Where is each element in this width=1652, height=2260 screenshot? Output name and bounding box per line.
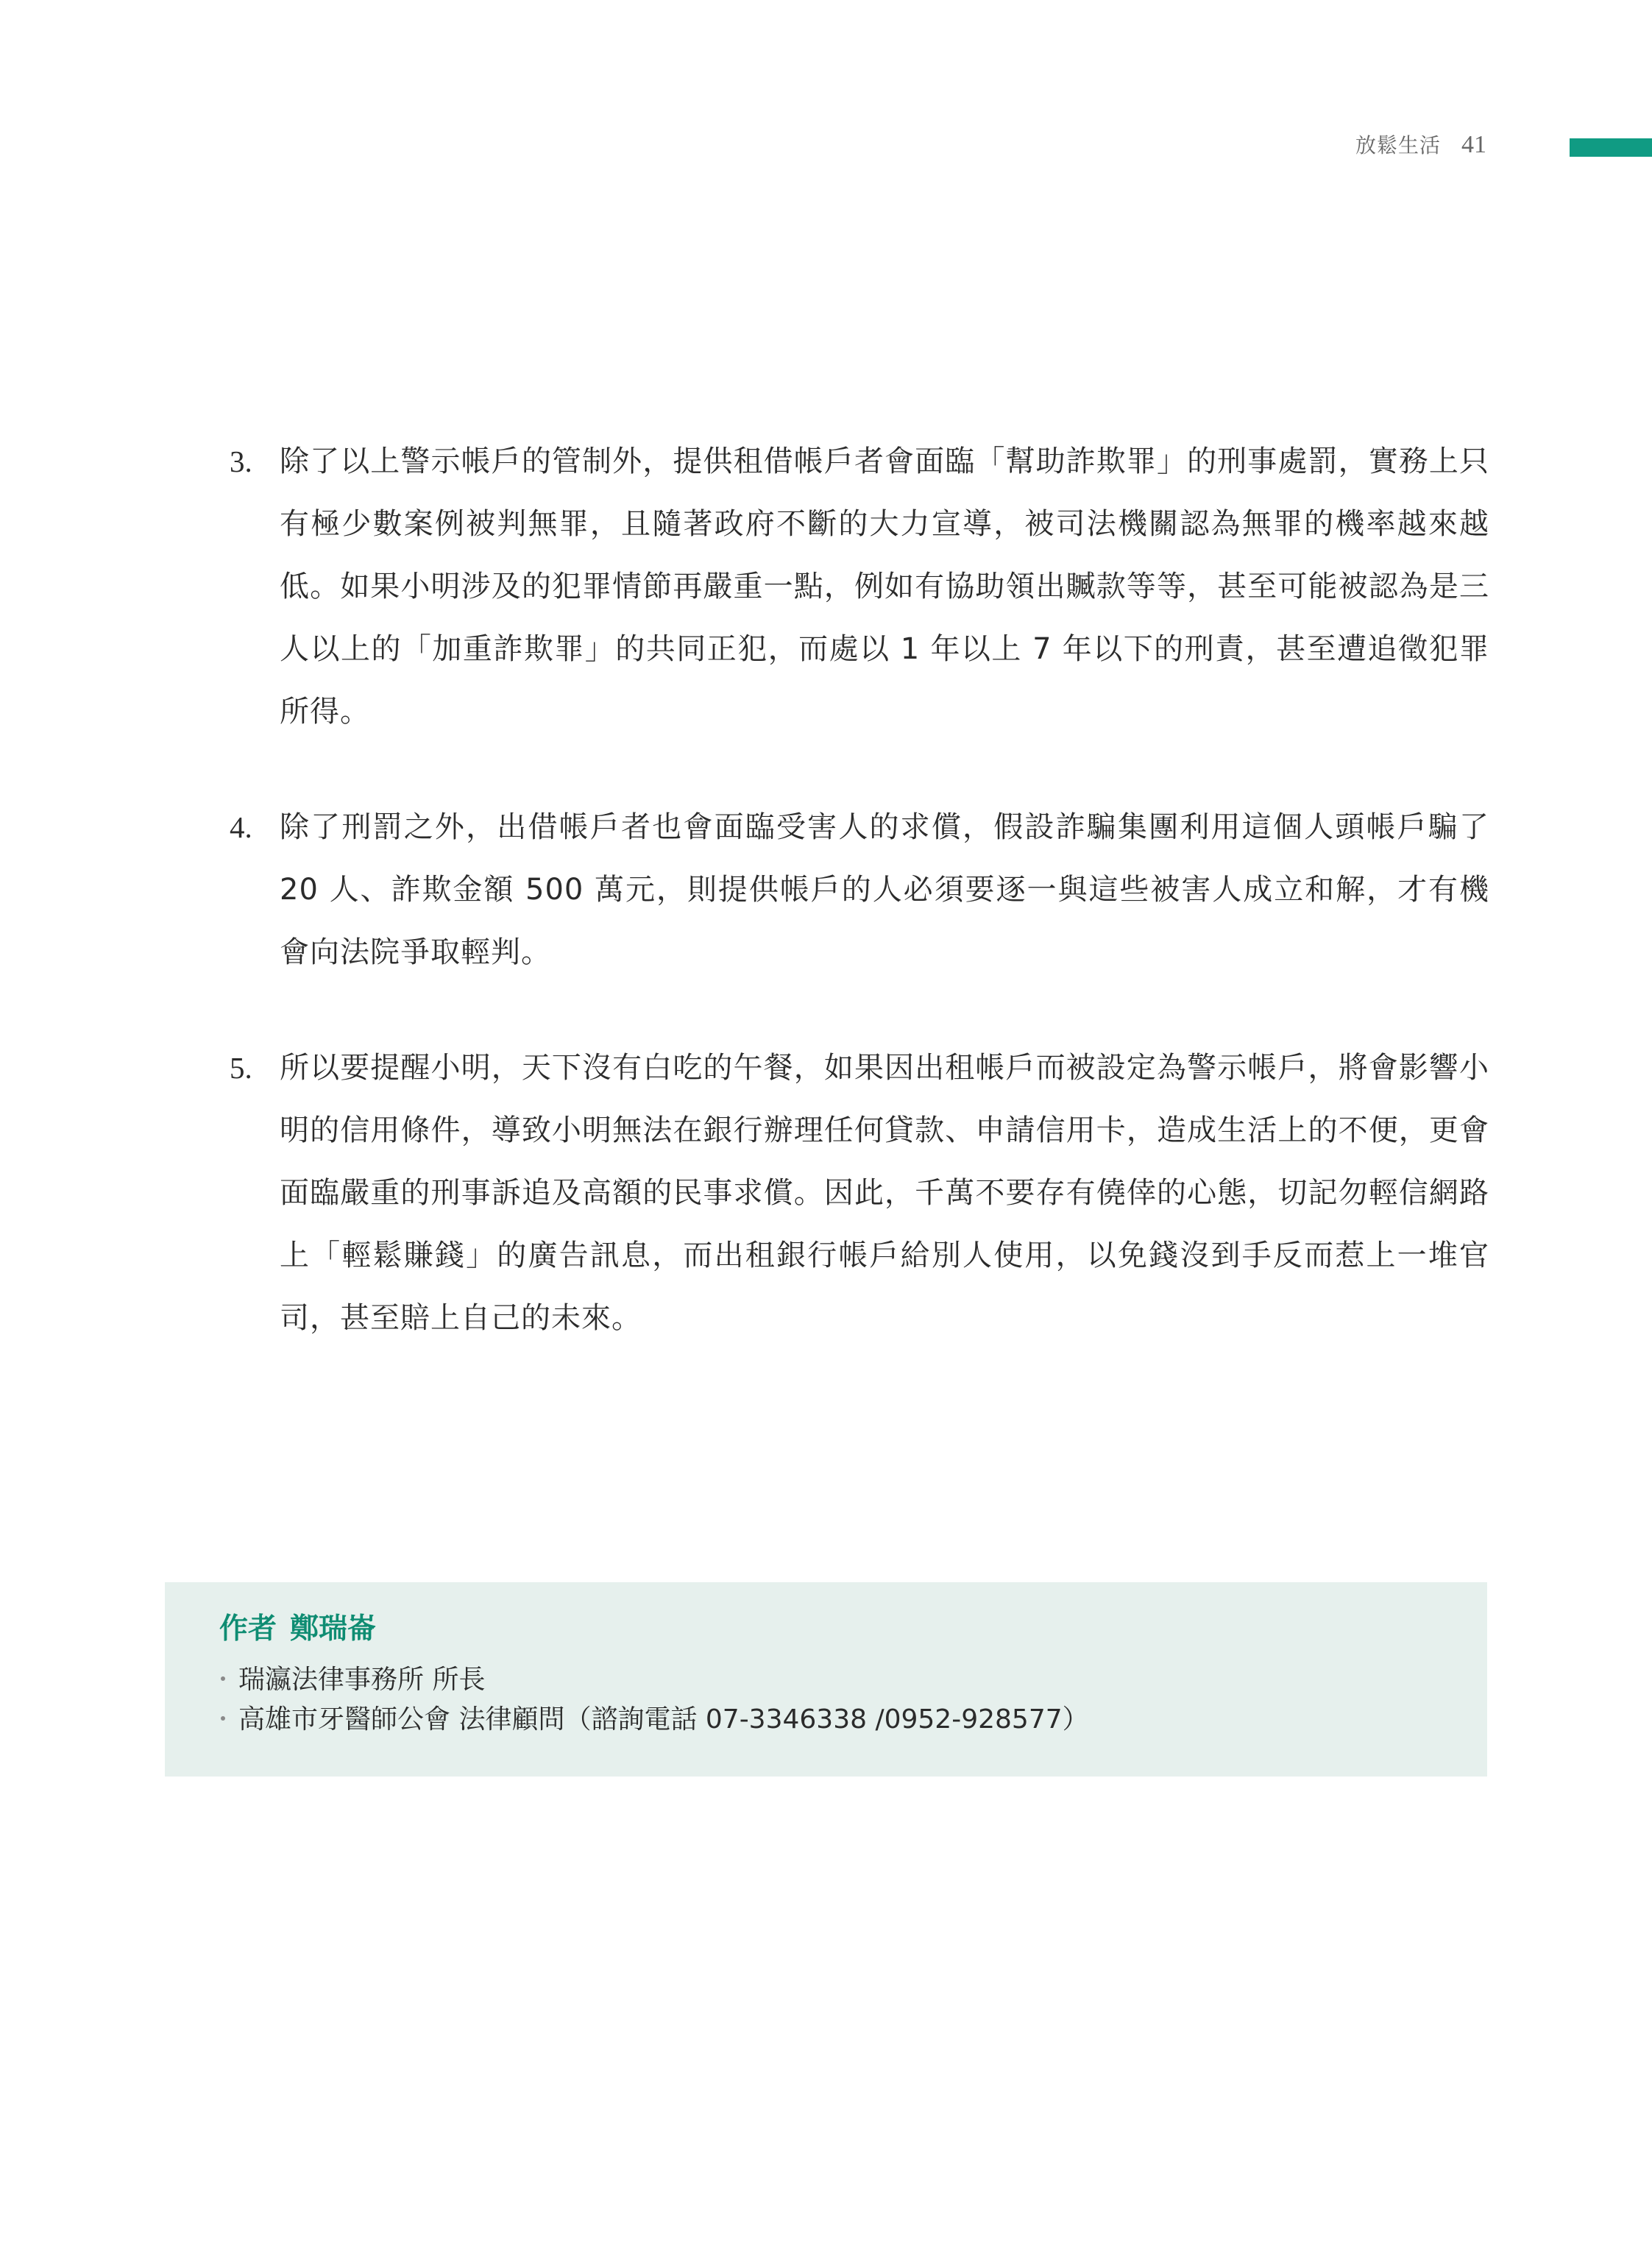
list-item-4 [230,796,1489,984]
body-list [230,431,1489,1403]
list-item-3 [230,431,1489,743]
section-tab-marker [1570,138,1652,157]
author-role-text: 瑞瀛法律事務所 所長 [238,1665,486,1695]
item-number: 5. [230,1051,252,1085]
author-roles [219,1660,1433,1740]
item-number: 4. [230,810,252,844]
running-header [1310,130,1486,166]
section-title: 放鬆生活 [1355,133,1441,157]
author-name: 鄭瑞崙 [290,1612,377,1646]
author-label: 作者 [219,1612,277,1646]
item-paragraph: 所以要提醒小明，天下沒有白吃的午餐，如果因出租帳戶而被設定為警示帳戶，將會影響小明的信用條件，導致小明無法在銀行辦理任何貸款、申請信用卡，造成生活上的不便，更會面臨嚴重的刑事訴追及高額的民事求償。因此，千萬不要存有僥倖的心態，切記勿輕信網路上「輕鬆賺錢」的廣告訊息，而出租銀行帳戶給別人使用，以免錢沒到手反而惹上一堆官司，甚至賠上自己的未來。 [280,1051,1489,1335]
bullet-icon [221,1716,225,1721]
bullet-icon [221,1676,225,1681]
author-role-text: 高雄市牙醫師公會 法律顧問（諮詢電話 07-3346338 /0952-928577） [238,1704,1089,1735]
author-role-item [219,1660,1433,1700]
author-role-item [219,1700,1433,1740]
list-item-5 [230,1037,1489,1350]
item-paragraph: 除了以上警示帳戶的管制外，提供租借帳戶者會面臨「幫助詐欺罪」的刑事處罰，實務上只有極少數案例被判無罪，且隨著政府不斷的大力宣導，被司法機關認為無罪的機率越來越低。如果小明涉及的犯罪情節再嚴重一點，例如有協助領出贓款等等，甚至可能被認為是三人以上的「加重詐欺罪」的共同正犯，而處以 1 年以上 7 年以下的刑責，甚至遭追徵犯罪所得。 [280,444,1489,729]
item-paragraph: 除了刑罰之外，出借帳戶者也會面臨受害人的求償，假設詐騙集團利用這個人頭帳戶騙了 20 人、詐欺金額 500 萬元，則提供帳戶的人必須要逐一與這些被害人成立和解，才有機會向法院爭取輕判。 [280,810,1489,969]
page-number: 41 [1461,131,1486,158]
author-heading [219,1609,1433,1650]
author-info-box [165,1582,1487,1777]
item-number: 3. [230,444,252,478]
